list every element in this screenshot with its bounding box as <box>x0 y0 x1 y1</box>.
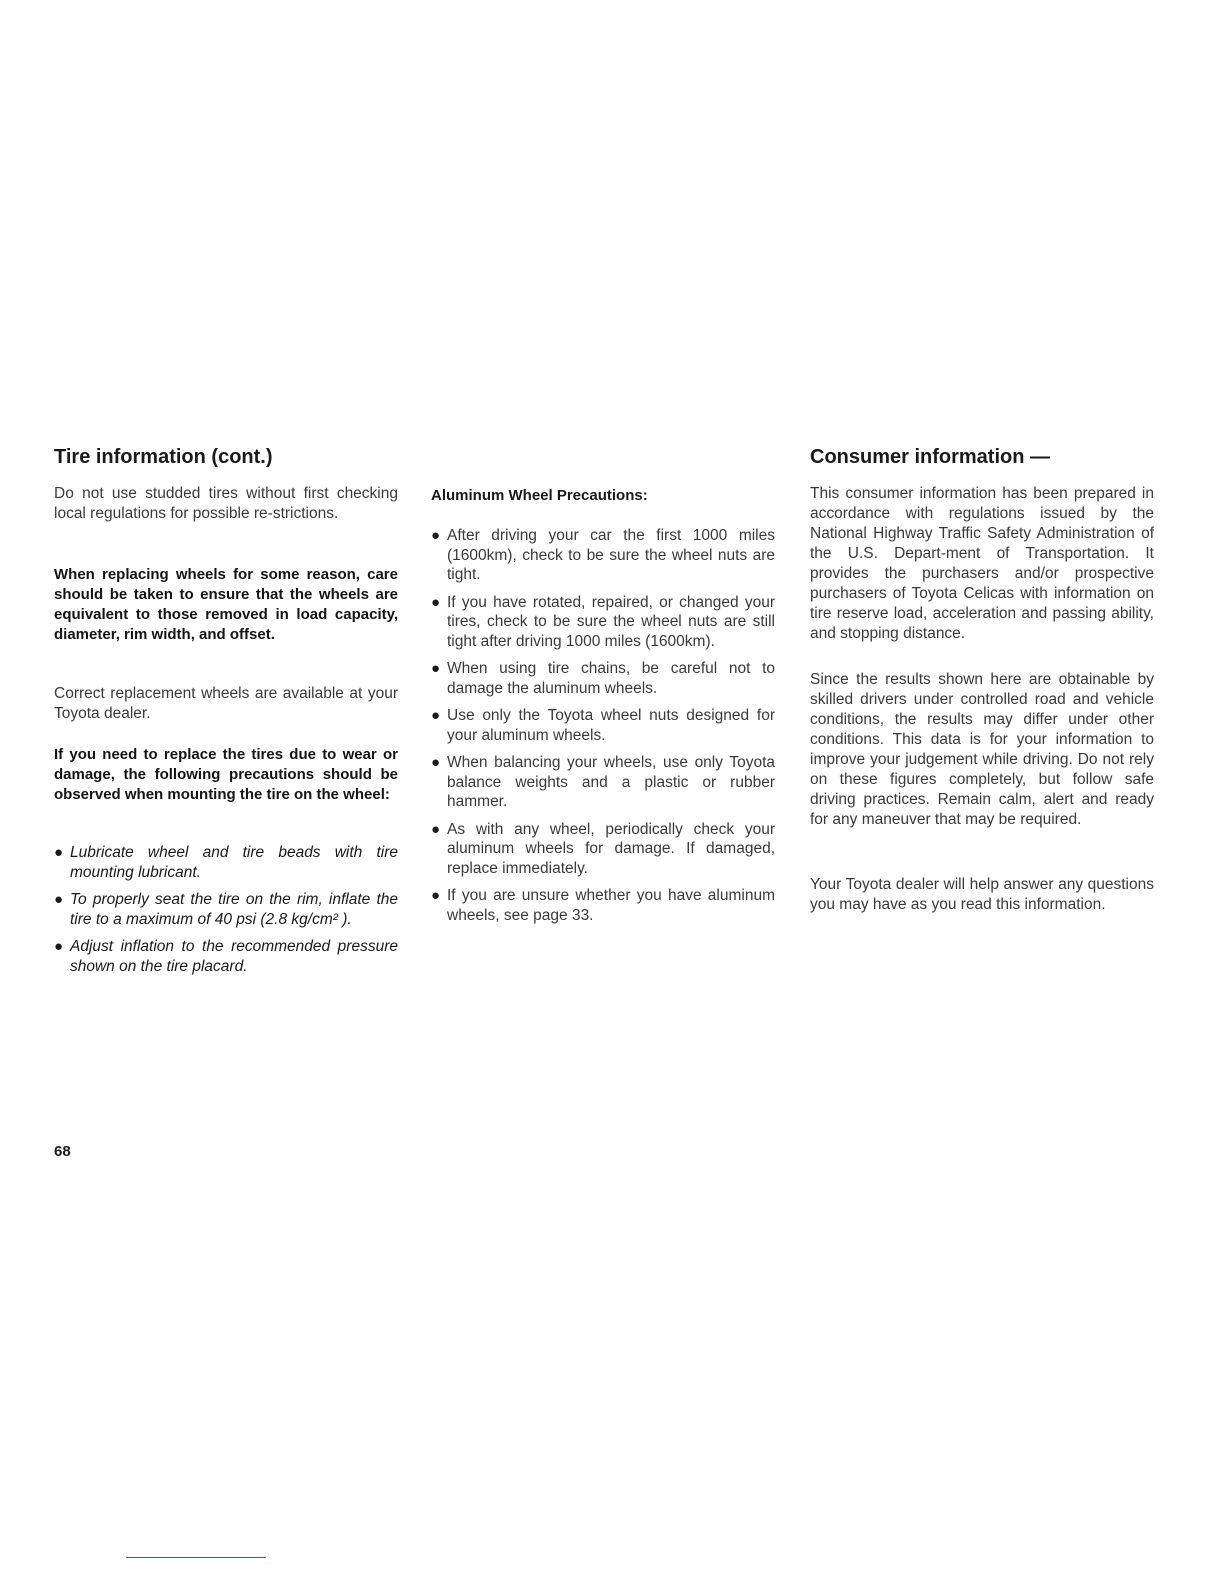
section-title-tire-information: Tire information (cont.) <box>54 446 273 468</box>
paragraph-studded-tires: Do not use studded tires without first checking local regulations for possible re-strictions. <box>54 485 398 522</box>
paragraph-replace-tires: If you need to replace the tires due to wear or damage, the following precautions should be observed when mounting the tire on the wheel: <box>54 746 398 803</box>
aluminum-wheel-list <box>431 526 775 925</box>
section-title-consumer-information: Consumer information — <box>810 446 1051 468</box>
list-item-text: Use only the Toyota wheel nuts designed for your aluminum wheels. <box>447 707 775 744</box>
list-item <box>431 820 775 879</box>
list-item-text: When using tire chains, be careful not to damage the aluminum wheels. <box>447 660 775 697</box>
list-item <box>431 593 775 652</box>
bottom-rule <box>126 1557 266 1558</box>
list-item-text: Lubricate wheel and tire beads with tire mounting lubricant. <box>70 844 398 881</box>
list-item <box>431 886 775 925</box>
bullet-icon: ● <box>431 820 441 838</box>
list-item-text: After driving your car the first 1000 miles (1600km), check to be sure the wheel nuts are tight. <box>447 527 775 583</box>
bullet-icon: ● <box>431 887 441 904</box>
list-item-text: If you have rotated, repaired, or changed your tires, check to be sure the wheel nuts are still tight after driving 1000 miles (1600km). <box>447 593 775 650</box>
bullet-icon: ● <box>54 938 64 955</box>
paragraph-replacing-wheels: When replacing wheels for some reason, care should be taken to ensure that the wheels are equivalent to those removed in load capacity, diameter, rim width, and offset. <box>54 566 398 643</box>
list-item <box>431 753 775 812</box>
list-item-text: When balancing your wheels, use only Toyota balance weights and a plastic or rubber hammer. <box>447 754 775 810</box>
list-item <box>431 659 775 698</box>
paragraph-replacement-wheels: Correct replacement wheels are available at your Toyota dealer. <box>54 685 398 722</box>
list-item <box>431 706 775 745</box>
bullet-icon: ● <box>431 707 441 724</box>
paragraph-results: Since the results shown here are obtainable by skilled drivers under controlled road and vehicle conditions, the results may differ under other conditions. This data is for your information to improve your judgement while driving. Do not rely on these figures completely, but follow safe driving practices. Remain calm, alert and ready for any maneuver that may be required. <box>810 671 1154 828</box>
list-item-text: To properly seat the tire on the rim, inflate the tire to a maximum of 40 psi (2.8 kg/cm² ). <box>70 891 398 928</box>
bullet-icon: ● <box>431 754 441 771</box>
bullet-icon: ● <box>431 593 441 611</box>
list-item <box>431 526 775 585</box>
aluminum-wheel-heading: Aluminum Wheel Precautions: <box>431 487 648 504</box>
paragraph-dealer: Your Toyota dealer will help answer any questions you may have as you read this information. <box>810 876 1154 913</box>
tire-mounting-list <box>54 843 398 976</box>
paragraph-consumer-info: This consumer information has been prepared in accordance with regulations issued by the National Highway Traffic Safety Administration of the U.S. Depart-ment of Transportation. It provides the purchasers and/or prospective purchasers of Toyota Celicas with information on tire reserve load, acceleration and passing ability, and stopping distance. <box>810 485 1154 642</box>
list-item <box>54 937 398 976</box>
bullet-icon: ● <box>54 891 64 908</box>
list-item <box>54 890 398 929</box>
list-item-text: As with any wheel, periodically check your aluminum wheels for damage. If damaged, replace immediately. <box>447 820 775 877</box>
bullet-icon: ● <box>54 844 64 861</box>
list-item-text: Adjust inflation to the recommended pressure shown on the tire placard. <box>70 938 398 975</box>
bullet-icon: ● <box>431 527 441 544</box>
list-item-text: If you are unsure whether you have aluminum wheels, see page 33. <box>447 887 775 924</box>
list-item <box>54 843 398 882</box>
page-number: 68 <box>54 1143 71 1160</box>
bullet-icon: ● <box>431 660 441 677</box>
